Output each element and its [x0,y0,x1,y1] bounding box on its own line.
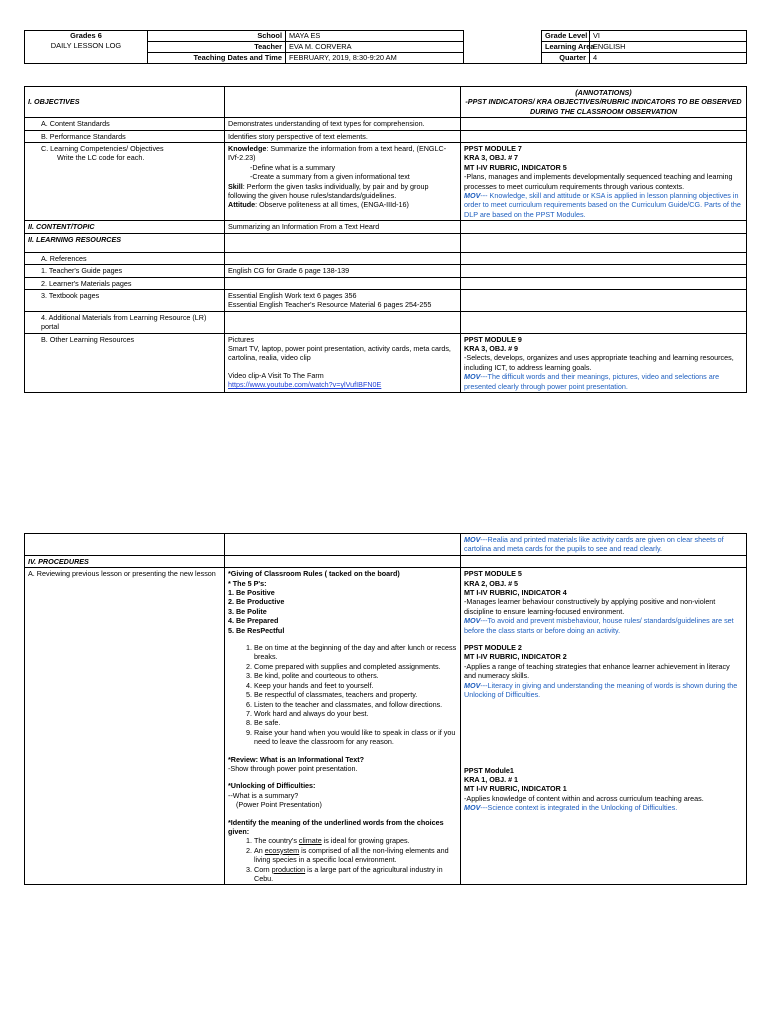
annotation-block [461,143,747,221]
rule-item: 6. Listen to the teacher and classmates, and follow directions. [254,700,457,709]
attitude-line [228,200,457,209]
school-label: School [148,31,286,42]
review-lesson-label: A. Reviewing previous lesson or presenting the new lesson [25,568,225,885]
learning-competencies-value [225,143,461,221]
school-value: MAYA ES [286,31,464,42]
ppst-module-label: PPST MODULE 5 [464,569,522,579]
review-title: *Review: What is an Informational Text? [228,754,365,764]
lc-label-line1: C. Learning Competencies/ Objectives [41,144,164,154]
content-topic-value: Summarizing an Information From a Text Heard [225,221,461,233]
teacher-value: EVA M. CORVERA [286,42,464,53]
resource-line: Smart TV, laptop, power point presentation, activity cards, meta cards, cartolina, realia, video clip [228,343,451,363]
annotation-block [461,568,747,885]
kra-label: KRA 2, OBJ. # 5 [464,578,519,588]
annotations-subtitle: -PPST INDICATORS/ KRA OBJECTIVES/RUBRIC INDICATORS TO BE OBSERVED DURING THE CLASSROOM OBSERVATION [465,97,742,116]
log-title-cell [25,31,148,64]
mov-note [464,681,743,700]
ppst-module-label: PPST MODULE 2 [464,643,522,653]
ppst-module-label: PPST MODULE 7 [464,144,522,154]
area-value: ENGLISH [590,42,747,53]
identify-title: *Identify the meaning of the underlined words from the choices given: [228,817,444,836]
annotation-text: -Applies knowledge of content within and across curriculum teaching areas. [464,793,704,803]
video-link[interactable]: https://www.youtube.com/watch?v=ylVufIBFN0E [228,380,382,390]
mov-text: --- Knowledge, skill and attitude or KSA is applied in lesson planning objectives in order to meet curriculum requirements based on the Curriculum Guide/CG. Parts of the DLP are based on the PPST Modules. [464,191,741,219]
other-resources-value [225,333,461,392]
kra-label: KRA 1, OBJ. # 1 [464,774,519,784]
log-title: DAILY LESSON LOG [50,41,122,50]
unlocking-title: *Unlocking of Difficulties: [228,781,316,791]
textbook-line: Essential English Teacher's Resource Material 6 pages 254-255 [228,300,432,310]
textbook-pages-label: 3. Textbook pages [25,289,225,311]
mov-label: MOV [464,535,481,544]
learning-competencies-label [25,143,225,221]
performance-standards-label: B. Performance Standards [25,130,225,142]
rule-item: 1. Be on time at the beginning of the day and after lunch or recess breaks. [254,643,457,662]
kra-label: KRA 3, OBJ. # 7 [464,153,519,163]
procedures-table [24,533,747,885]
lc-label-line2: Write the LC code for each. [57,153,145,163]
vocabulary-list [228,836,457,883]
five-ps-title: * The 5 P's: [228,578,267,588]
grade-label: Grade Level [542,31,590,42]
teacher-label: Teacher [148,42,286,53]
mov-text: ---The difficult words and their meanings, pictures, video and selections are presented clearly through power point presentation. [464,372,720,391]
mov-label: MOV [464,680,481,690]
underlined-word: climate [298,836,322,846]
rules-title: *Giving of Classroom Rules ( tacked on the board) [228,569,400,579]
objectives-table [24,86,747,393]
ppst-module-label: PPST Module1 [464,765,514,775]
mov-text: ---Science context is integrated in the Unlocking of Difficulties. [480,803,678,813]
rule-item: 7. Work hard and always do your best. [254,709,457,718]
review-text: -Show through power point presentation. [228,763,358,773]
rule-item: 5. Be respectful of classmates, teachers and property. [254,690,457,699]
sentence-item: 1. The country's climate is ideal for growing grapes. [254,836,457,845]
five-ps-item: 2. Be Productive [228,597,285,607]
additional-materials-label: 4. Additional Materials from Learning Resource (LR) portal [25,311,225,333]
grade-value: VI [590,31,747,42]
mov-text: ---Literacy in giving and understanding the meaning of words is shown during the Unlocking of Difficulties. [464,680,738,700]
mov-note [464,191,743,219]
learners-materials-label: 2. Learner's Materials pages [25,277,225,289]
content-standards-label: A. Content Standards [25,118,225,130]
procedure-content [225,568,461,885]
unlocking-question: --What is a summary? [228,790,299,800]
annotations-header [461,87,747,118]
five-ps-item: 4. Be Prepared [228,616,279,626]
mov-text: ---Realia and printed materials like activity cards are given on clear sheets of cartolina and meta cards for the pupils to see and read clearly. [464,535,724,554]
references-label: A. References [25,252,225,264]
classroom-rules-list [228,643,457,746]
ppst-module-label: PPST MODULE 9 [464,334,522,344]
other-resources-label: B. Other Learning Resources [25,333,225,392]
annotation-block [461,333,747,392]
content-topic-label: II. CONTENT/TOPIC [25,221,225,233]
rule-item: 4. Keep your hands and feet to yourself. [254,681,457,690]
annotation-text: -Manages learner behaviour constructively by applying positive and non-violent discipline to ensure learning-focused environment. [464,597,716,616]
annotation-text: -Plans, manages and implements developmentally sequenced teaching and learning processes to meet curriculum requirements through various contexts. [464,172,733,191]
mov-note [461,534,747,556]
five-ps-item: 1. Be Positive [228,588,275,598]
five-ps-item: 3. Be Polite [228,606,267,616]
quarter-value: 4 [590,53,747,64]
rubric-label: MT I-IV RUBRIC, INDICATOR 5 [464,162,567,172]
resource-line: Pictures [228,334,254,344]
annotation-text: -Selects, develops, organizes and uses appropriate teaching and learning resources, including ICT, to address learning goals. [464,353,734,372]
underlined-word: ecosystem [264,845,300,855]
performance-standards-value: Identifies story perspective of text elements. [225,130,461,142]
teachers-guide-value: English CG for Grade 6 page 138-139 [225,265,461,277]
knowledge-item: -Define what is a summary [250,162,336,172]
rule-item: 9. Raise your hand when you would like to speak in class or if you need to leave the classroom for any reason. [254,728,457,747]
mov-note [464,803,743,812]
annotations-title: (ANNOTATIONS) [575,88,632,97]
content-standards-value: Demonstrates understanding of text types for comprehension. [225,118,461,130]
header-table [24,30,747,64]
area-label: Learning Area [542,42,590,53]
mov-label: MOV [464,803,481,813]
textbook-pages-value [225,289,461,311]
knowledge-label: Knowledge [228,144,267,154]
rule-item: 8. Be safe. [254,718,457,727]
mov-label: MOV [464,191,481,201]
grades-title: Grades 6 [70,31,102,40]
rule-item: 3. Be kind, polite and courteous to others. [254,671,457,680]
knowledge-item: -Create a summary from a given informational text [250,172,410,182]
mov-note [464,616,743,635]
attitude-text: : Observe politeness at all times, (ENGA-IIId-16) [255,200,409,210]
rubric-label: MT I-IV RUBRIC, INDICATOR 1 [464,784,567,794]
dates-value: FEBRUARY, 2019, 8:30-9:20 AM [286,53,464,64]
dates-label: Teaching Dates and Time [148,53,286,64]
mov-note [464,372,743,391]
rubric-label: MT I-IV RUBRIC, INDICATOR 4 [464,588,567,598]
five-ps-item: 5. Be ResPectful [228,625,285,635]
procedures-heading: IV. PROCEDURES [25,555,225,567]
annotation-text: -Applies a range of teaching strategies that enhance learner achievement in literacy and numeracy skills. [464,661,730,681]
rubric-label: MT I-IV RUBRIC, INDICATOR 2 [464,652,567,662]
kra-label: KRA 3, OBJ. # 9 [464,343,519,353]
textbook-line: Essential English Work text 6 pages 356 [228,290,357,300]
mov-label: MOV [464,616,481,626]
teachers-guide-label: 1. Teacher's Guide pages [25,265,225,277]
unlocking-note: (Power Point Presentation) [236,800,322,810]
sentence-item: 2. An ecosystem is comprised of all the non-living elements and living species in a specific local environment. [254,846,457,865]
quarter-label: Quarter [542,53,590,64]
underlined-word: production [271,864,306,874]
attitude-label: Attitude [228,200,256,210]
rule-item: 2. Come prepared with supplies and completed assignments. [254,662,457,671]
knowledge-text: : Summarize the information from a text heard, (ENGLC-IVf-2.23) [228,144,447,163]
knowledge-line [228,144,457,163]
mov-text: ---To avoid and prevent misbehaviour, house rules/ standards/guidelines are set before the class starts or before doing an activity. [464,616,734,635]
skill-line [228,182,457,201]
skill-text: : Perform the given tasks individually, by pair and by group following the given house rules/standards/guidelines. [228,181,429,201]
sentence-item: 3. Corn production is a large part of the agricultural industry in Cebu. [254,865,457,884]
skill-label: Skill [228,181,243,191]
learning-resources-label: II. LEARNING RESOURCES [25,233,225,252]
mov-label: MOV [464,372,481,382]
objectives-heading: I. OBJECTIVES [25,87,225,118]
video-clip-line: Video clip-A Visit To The Farm [228,370,324,380]
